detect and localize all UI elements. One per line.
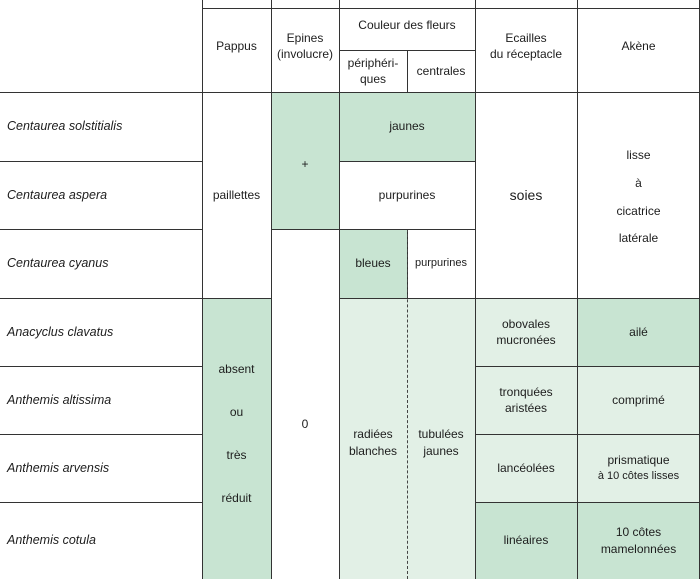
header-centrales-text: centrales [416,63,466,78]
header-pappus-text: Pappus [216,38,257,53]
species-label: Anacyclus clavatus [0,298,202,366]
couleur-tubulees-line1: tubulées [418,427,464,442]
akene-mamelonnees-line2: mamelonnées [600,541,677,556]
akene-prismatique-line2: à 10 côtes lisses [597,469,680,482]
pappus-other [202,298,271,579]
epines-zero [271,229,339,579]
grid-line [202,298,271,299]
ecailles-tronquees-line1: tronquées [499,384,553,399]
akene-lisse-line4: latérale [618,231,659,246]
grid-line [577,0,578,579]
epines-zero-text: 0 [301,416,309,431]
species-label: Anthemis arvensis [0,434,202,502]
header-blank [0,0,202,92]
species-label: Centaurea solstitialis [0,92,202,161]
akene-lisse-line3: cicatrice [616,203,661,218]
header-ecailles [475,0,577,92]
couleur-bleues [339,229,407,298]
ecailles-obovales [475,298,577,366]
ecailles-lineaires-text: linéaires [503,533,549,548]
grid-line [0,229,202,230]
couleur-tubulees-line2: jaunes [423,443,459,458]
ecailles-soies-text: soies [509,186,543,203]
epines-plus [271,92,339,229]
grid-line [475,0,476,579]
species-label: Anthemis cotula [0,502,202,579]
ecailles-obovales-line2: mucronées [496,333,556,347]
akene-mamelonnees [577,502,700,579]
grid-dashed-line [407,229,408,579]
header-ecailles-line2: du réceptacle [489,47,563,61]
header-pappus [202,0,271,92]
epines-plus-text: + [301,157,309,171]
couleur-cyanus-centrales [407,229,475,298]
pappus-other-line4: réduit [221,490,252,505]
header-epines-line2: (involucre) [276,47,333,61]
couleur-tubulees [407,298,475,579]
header-ecailles-line1: Ecailles [505,30,547,45]
grid-line [339,0,340,579]
grid-line [0,161,202,162]
grid-line [0,502,202,503]
couleur-bleues-text: bleues [355,256,391,271]
couleur-cyanus-centrales-text: purpurines [415,257,467,270]
header-epines-line1: Epines [286,30,324,45]
grid-line [0,298,202,299]
grid-line [339,161,475,162]
akene-comprime [577,366,700,434]
akene-comprime-text: comprimé [612,392,665,407]
species-label: Centaurea cyanus [0,229,202,298]
grid-line [339,50,475,51]
grid-line [202,8,700,9]
akene-prismatique [577,434,700,502]
header-peripheriques-line1: périphéri- [347,55,399,70]
grid-line [202,0,203,579]
ecailles-soies [475,92,577,298]
grid-line [0,92,700,93]
header-peripheriques-line2: ques [359,72,387,86]
species-label: Anthemis altissima [0,366,202,434]
ecailles-lanceolees [475,434,577,502]
grid-line [0,366,202,367]
akene-lisse-line2: à [635,176,642,191]
grid-line [271,229,339,230]
couleur-radiees [339,298,407,579]
grid-line [339,298,475,299]
ecailles-lineaires [475,502,577,579]
grid-line [339,229,475,230]
akene-mamelonnees-line1: 10 côtes [615,525,662,540]
couleur-radiees-line2: blanches [348,443,398,458]
akene-aile [577,298,700,366]
header-couleur-text: Couleur des fleurs [358,17,456,32]
couleur-jaunes-text: jaunes [389,119,425,134]
akene-prismatique-line1: prismatique [607,453,670,468]
akene-lisse-line1: lisse [626,148,651,163]
grid-line [475,434,700,435]
ecailles-tronquees-line2: aristées [504,401,548,415]
akene-aile-text: ailé [629,324,648,339]
pappus-centaurea [202,92,271,298]
ecailles-lanceolees-text: lancéolées [497,460,555,475]
ecailles-obovales-line1: obovales [501,316,551,331]
pappus-centaurea-text: paillettes [212,187,261,202]
grid-line [475,502,700,503]
header-akene [577,0,700,92]
pappus-other-line2: ou [229,404,244,419]
couleur-purpurines [339,161,475,229]
header-peripheriques [339,50,407,92]
pappus-other-line3: très [226,447,247,462]
grid-line [475,298,700,299]
grid-line [0,434,202,435]
species-label: Centaurea aspera [0,161,202,229]
grid-line [271,0,272,579]
header-epines [271,0,339,92]
akene-lisse [577,92,700,298]
grid-line [407,50,408,92]
couleur-purpurines-text: purpurines [378,187,436,202]
couleur-radiees-line1: radiées [353,427,393,442]
header-akene-text: Akène [621,38,656,53]
ecailles-tronquees [475,366,577,434]
header-centrales [407,50,475,92]
couleur-jaunes [339,92,475,161]
pappus-other-line1: absent [218,361,255,376]
grid-line [475,366,700,367]
